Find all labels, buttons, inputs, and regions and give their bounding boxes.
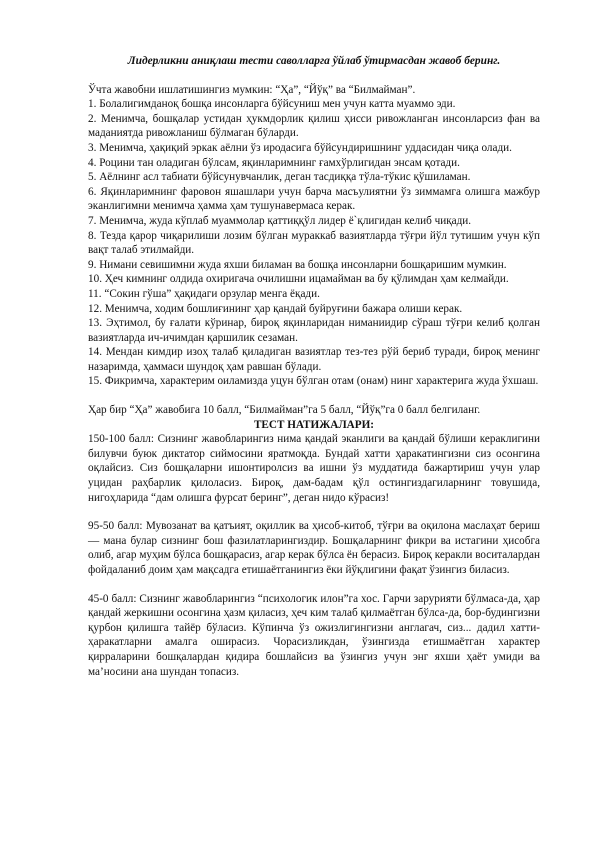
result-paragraph: 150-100 балл: Сизнинг жавобларингиз нима қандай эканлиги ва қандай бўлиши кераклигини билувчи буюк диктатор сиймосини яратмоқда. Бундай хатти ҳаракатингизни сиз осонгина оқлайсиз. Сиз бошқаларни ишонтиролсиз ва ишни ўз муддатида бажартириш учун улар уцидан раҳбарлик қилоласиз. Бироқ, дам-бадам қўл остингиздагиларнинг товушида, нигоҳларида “дам олишга фурсат беринг”, деган нидо кўрасиз! bbox=[88, 433, 540, 504]
intro-text: Ўчта жавобни ишлатишингиз мумкин: “Ҳа”, “Йўқ” ва “Билмайман”. bbox=[88, 83, 416, 96]
question-item: 8. Тезда қарор чиқарилиши лозим бўлган мураккаб вазиятларда тўғри йўл тутишим учун кўп вақт талаб этилмайди. bbox=[88, 229, 540, 257]
question-item: 15. Фикримча, характерим оиламизда уцун бўлган отам (онам) нинг характерига жуда ўхшаш. bbox=[88, 375, 539, 388]
page-title: Лидерликни аниқлаш тести саволларга ўйлаб ўтирмасдан жавоб беринг. bbox=[127, 55, 501, 67]
question-list bbox=[88, 97, 540, 389]
question-item: 10. Ҳеч кимнинг олдида охиригача очилишни ицамайман ва бу қўлимдан ҳам келмайди. bbox=[88, 273, 509, 286]
question-item: 7. Менимча, жуда кўплаб муаммолар қаттиққўл лидер ё`қлигидан келиб чиқади. bbox=[88, 214, 472, 227]
results-heading: ТЕСТ НАТИЖАЛАРИ: bbox=[253, 418, 375, 431]
question-item: 1. Болалигимданоқ бошқа инсонларга бўйсуниш мен учун катта муаммо эди. bbox=[88, 98, 456, 111]
question-item: 5. Аёлнинг асл табиати бўйсунувчанлик, деган тасдиққа тўла-тўкис қўшиламан. bbox=[88, 171, 471, 184]
results-section bbox=[88, 432, 540, 679]
question-item: 6. Яқинларимнинг фаровон яшашлари учун барча масъулиятни ўз зиммамга олишга мажбур эканлигимни менимча ҳамма ҳам тушунавермаса керак. bbox=[88, 185, 540, 213]
question-item: 2. Менимча, бошқалар устидан ҳукмдорлик қилиш ҳисси ривожланган инсонларсиз фан ва маданиятда ривожланиш бўлмаган бўларди. bbox=[88, 112, 540, 140]
question-item: 13. Эҳтимол, бу ғалати кўринар, бироқ яқинларидан ниманиидир сўраш тўғри келиб қолган вазиятларда ич-ичимдан қаршилик сезаман. bbox=[88, 317, 540, 344]
question-item: 11. “Сокин гўша” ҳақидаги орзулар менга ёқади. bbox=[88, 287, 320, 300]
result-paragraph: 45-0 балл: Сизнинг жавобларингиз “психологик илон”га хос. Гарчи зарурияти бўлмаса-да, ҳар қандай жеркишни осонгина ҳазм қиласиз, ҳеч ким талаб қилмаётган бўлса-да, бор-будингизни қурбон қилишга тайёр бўласиз. Кўпинча ўз ожизлигингизни англагач, сиз... дадил хатти-ҳаракатларни амалга оширасиз. Чорасизликдан, ўзингизда етишмаётган характер қирраларини бошқалардан қидира бошлайсиз ва ўзингиз учун энг яхши ҳаёт умиди ва ма’носини ана шундан топасиз. bbox=[88, 592, 540, 678]
result-paragraph: 95-50 балл: Мувозанат ва қатъият, оқиллик ва ҳисоб-китоб, тўғри ва оқилона маслаҳат бериш — мана булар сизнинг бош фазилатларингиздир. Бошқаларнинг фикри ва истагини ҳисобга олиб, агар муҳим бўлса бошқарасиз, агар керак бўлса ён берасиз. Бироқ керакли воситалардан фойдаланиб доим ҳам мақсадга етишаётганингиз ёки йўқлигини фақат ўзингиз биласиз. bbox=[88, 520, 540, 576]
scoring-instructions: Ҳар бир “Ҳа” жавобига 10 балл, “Билмайман”га 5 балл, “Йўқ”га 0 балл белгиланг. bbox=[88, 404, 481, 417]
question-item: 3. Менимча, ҳақиқий эркак аёлни ўз иродасига бўйсундиришнинг уддасидан чиқа олади. bbox=[88, 141, 512, 154]
question-item: 12. Менимча, ходим бошлиғининг ҳар қандай буйруғини бажара олиши керак. bbox=[88, 302, 463, 315]
question-item: 14. Мендан кимдир изоҳ талаб қиладиган вазиятлар тез-тез рўй бериб туради, бироқ менинг назаримда, ҳаммаси шундоқ ҳам равшан бўлади. bbox=[88, 346, 540, 373]
question-item: 4. Роцини тан оладиган бўлсам, яқинларимнинг ғамхўрлигидан энсам қотади. bbox=[88, 156, 460, 169]
question-item: 9. Нимани севишимни жуда яхши биламан ва бошқа инсонларни бошқаришим мумкин. bbox=[88, 258, 507, 271]
